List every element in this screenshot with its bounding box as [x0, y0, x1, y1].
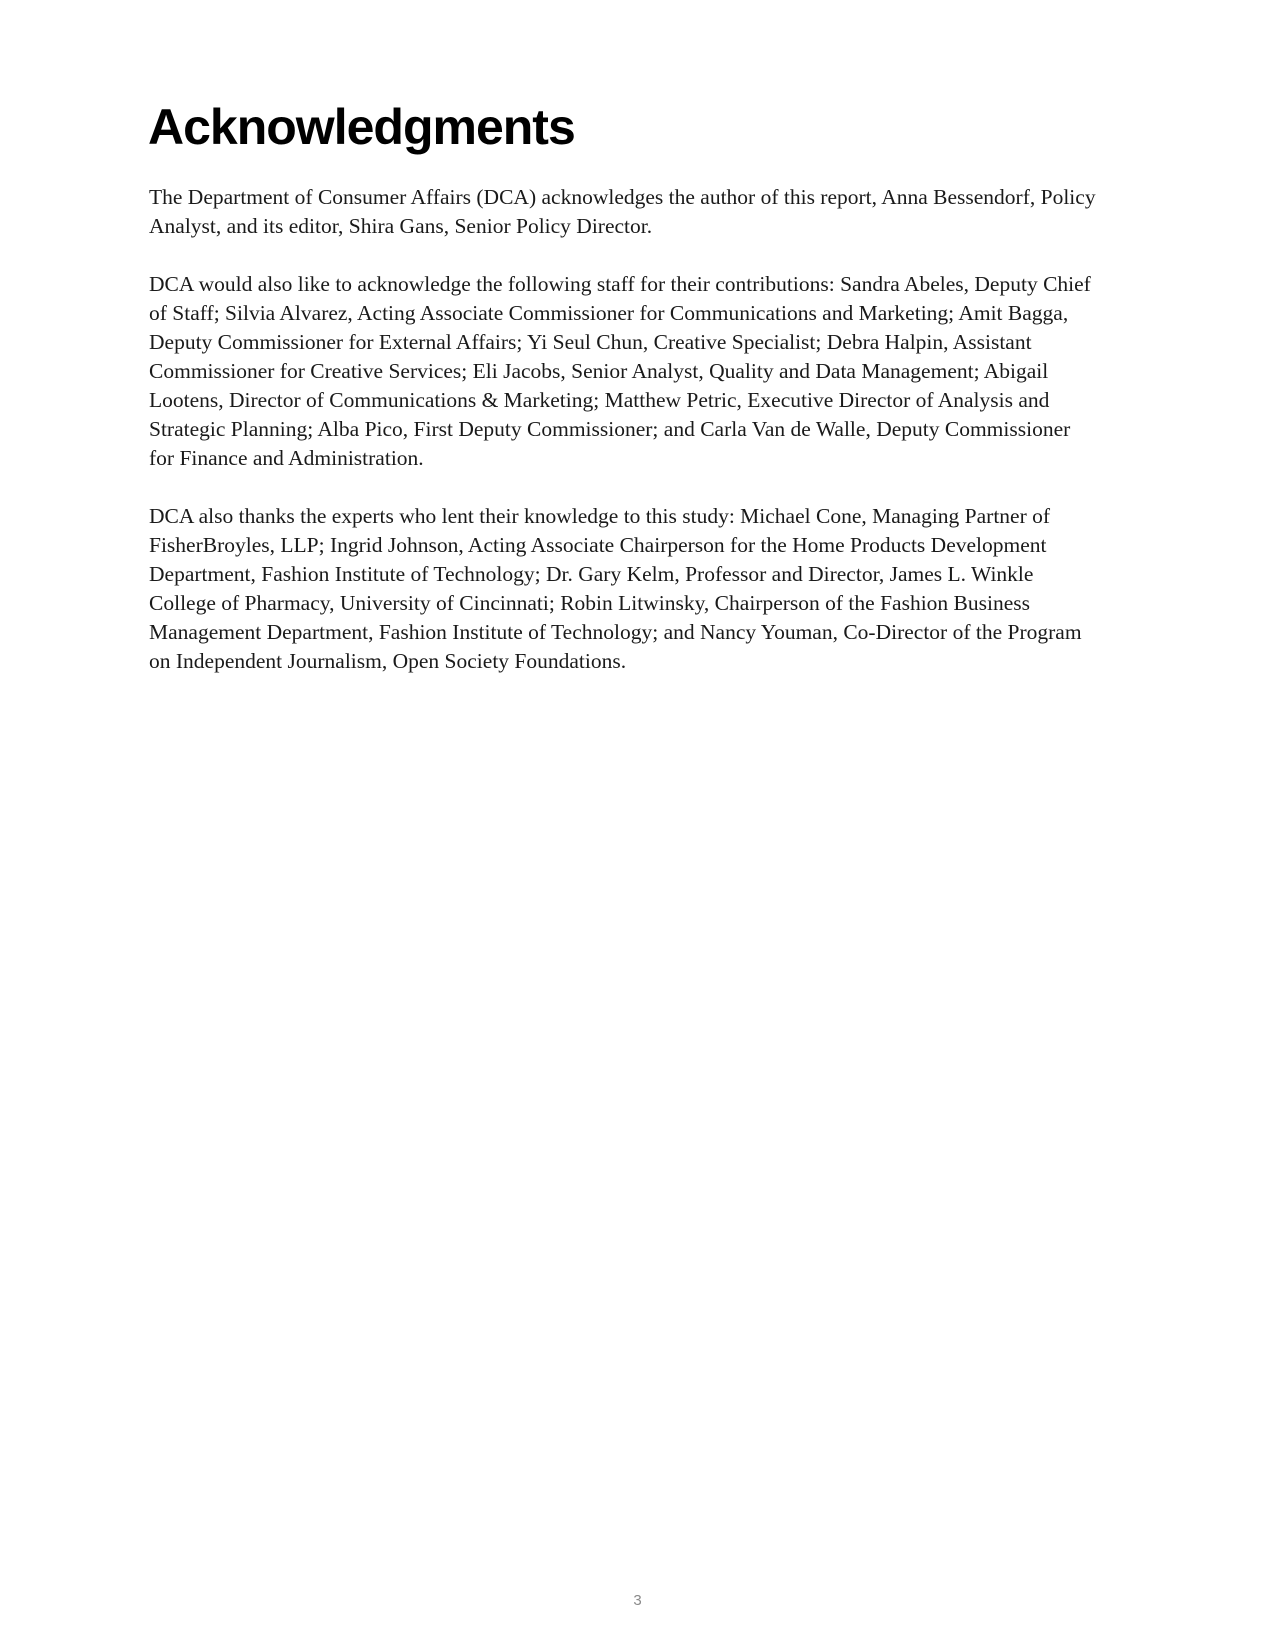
page-number: 3: [633, 1592, 642, 1609]
paragraph-experts: DCA also thanks the experts who lent their knowledge to this study: Michael Cone, Managing Partner of FisherBroyles, LLP; Ingrid Johnson, Acting Associate Chairperson for the Home Products Development Department, Fashion Institute of Technology; Dr. Gary Kelm, Professor and Director, James L. Winkle College of Pharmacy, University of Cincinnati; Robin Litwinsky, Chairperson of the Fashion Business Management Department, Fashion Institute of Technology; and Nancy Youman, Co-Director of the Program on Independent Journalism, Open Society Foundations.: [149, 504, 1082, 673]
acknowledgments-body: [149, 183, 1099, 705]
page-title: Acknowledgments: [148, 99, 575, 155]
paragraph-staff: DCA would also like to acknowledge the following staff for their contributions: Sandra Abeles, Deputy Chief of Staff; Silvia Alvarez, Acting Associate Commissioner for Communications and Marketing; Amit Bagga, Deputy Commissioner for External Affairs; Yi Seul Chun, Creative Specialist; Debra Halpin, Assistant Commissioner for Creative Services; Eli Jacobs, Senior Analyst, Quality and Data Management; Abigail Lootens, Director of Communications & Marketing; Matthew Petric, Executive Director of Analysis and Strategic Planning; Alba Pico, First Deputy Commissioner; and Carla Van de Walle, Deputy Commissioner for Finance and Administration.: [149, 272, 1091, 470]
paragraph-authors: The Department of Consumer Affairs (DCA) acknowledges the author of this report, Anna Bessendorf, Policy Analyst, and its editor, Shira Gans, Senior Policy Director.: [149, 185, 1096, 238]
